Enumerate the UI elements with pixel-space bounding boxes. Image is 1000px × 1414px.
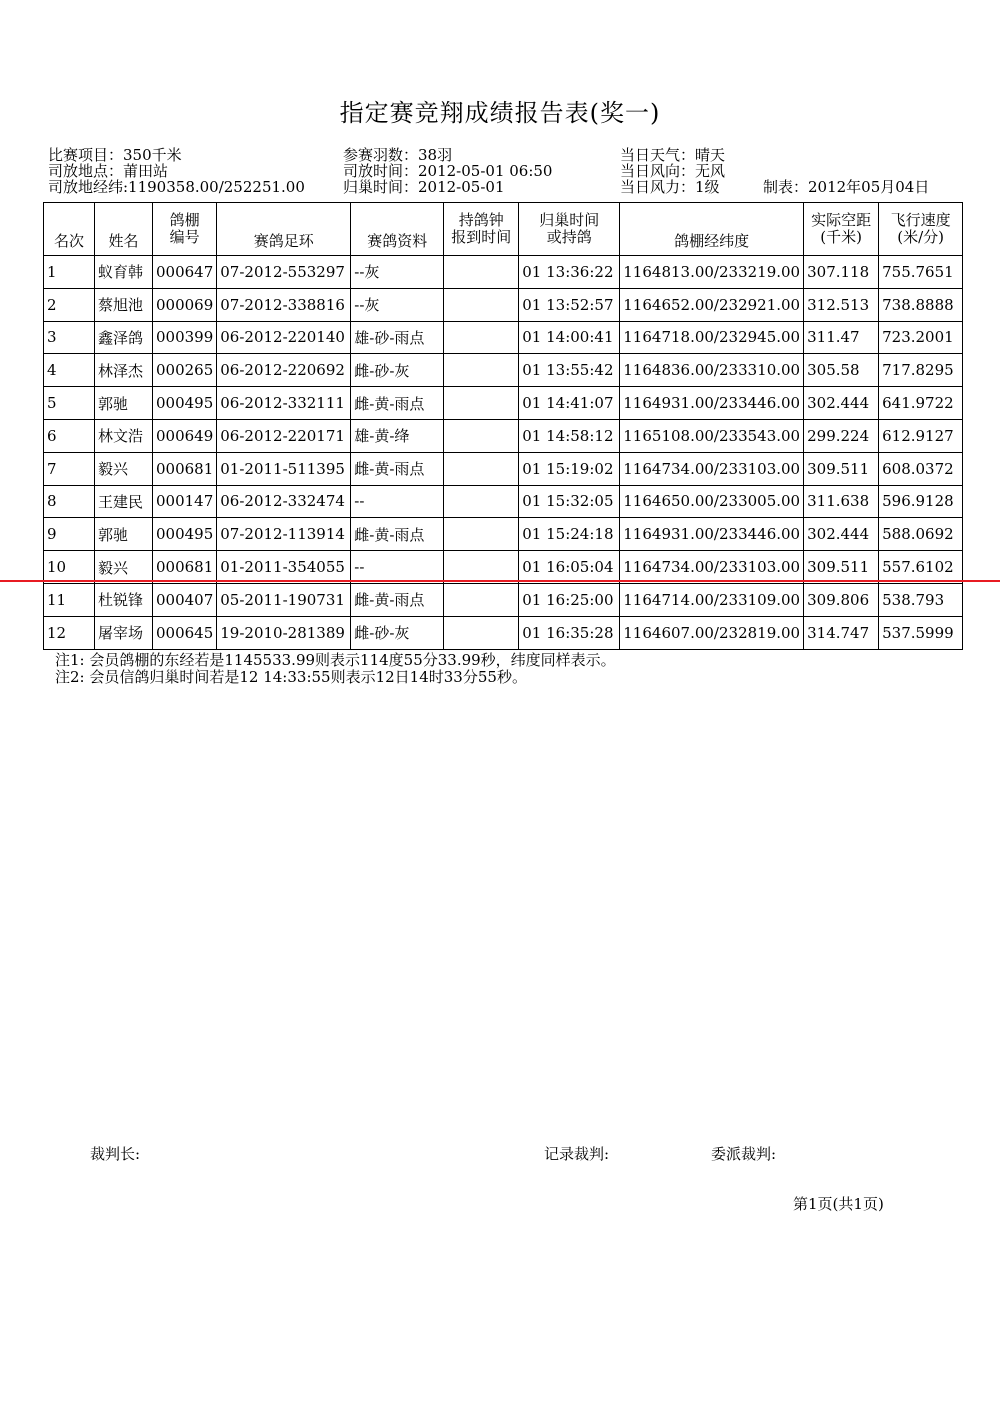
coordinates-cell: 1164813.00/233219.00 (620, 256, 804, 289)
ring-cell: 05-2011-190731 (217, 583, 351, 616)
info-cell: --灰 (351, 256, 444, 289)
speed-cell: 608.0372 (879, 452, 963, 485)
loft-no-cell: 000647 (153, 256, 217, 289)
arrival-cell: 01 13:55:42 (519, 354, 620, 387)
note-2: 注2: 会员信鸽归巢时间若是12 14:33:55则表示12日14时33分55秒。 (55, 668, 527, 686)
clock-cell (444, 551, 519, 584)
header-ring: 赛鸽足环 (217, 203, 351, 256)
name-cell: 郭驰 (95, 518, 153, 551)
name-cell: 王建民 (95, 485, 153, 518)
arrival-cell: 01 15:32:05 (519, 485, 620, 518)
distance-cell: 307.118 (804, 256, 879, 289)
chief-judge-label: 裁判长: (90, 1145, 141, 1163)
clock-cell (444, 452, 519, 485)
info-cell: 雌-砂-灰 (351, 354, 444, 387)
clock-cell (444, 583, 519, 616)
coordinates-cell: 1164714.00/233109.00 (620, 583, 804, 616)
arrival-cell: 01 14:41:07 (519, 387, 620, 420)
loft-no-cell: 000495 (153, 387, 217, 420)
distance-cell: 314.747 (804, 616, 879, 649)
release-time: 司放时间：2012-05-01 06:50 (343, 162, 553, 180)
info-cell: 雌-黄-雨点 (351, 452, 444, 485)
table-row (44, 452, 963, 485)
loft-no-cell: 000407 (153, 583, 217, 616)
header-clock-time: 持鸽钟 报到时间 (444, 203, 519, 256)
header-rank: 名次 (44, 203, 95, 256)
loft-no-cell: 000645 (153, 616, 217, 649)
info-cell: 雌-黄-雨点 (351, 518, 444, 551)
rank-cell: 1 (44, 256, 95, 289)
arrival-cell: 01 16:05:04 (519, 551, 620, 584)
rank-cell: 8 (44, 485, 95, 518)
info-cell: -- (351, 485, 444, 518)
coordinates-cell: 1164607.00/232819.00 (620, 616, 804, 649)
name-cell: 毅兴 (95, 452, 153, 485)
ring-cell: 19-2010-281389 (217, 616, 351, 649)
table-row (44, 485, 963, 518)
speed-cell: 538.793 (879, 583, 963, 616)
clock-cell (444, 485, 519, 518)
rank-cell: 3 (44, 321, 95, 354)
name-cell: 毅兴 (95, 551, 153, 584)
entries-count: 参赛羽数：38羽 (343, 146, 453, 164)
clock-cell (444, 354, 519, 387)
table-row (44, 387, 963, 420)
distance-cell: 311.47 (804, 321, 879, 354)
distance-cell: 302.444 (804, 518, 879, 551)
clock-cell (444, 321, 519, 354)
ring-cell: 01-2011-511395 (217, 452, 351, 485)
ring-cell: 06-2012-332474 (217, 485, 351, 518)
ring-cell: 07-2012-338816 (217, 288, 351, 321)
clock-cell (444, 256, 519, 289)
rank-cell: 7 (44, 452, 95, 485)
speed-cell: 641.9722 (879, 387, 963, 420)
loft-no-cell: 000069 (153, 288, 217, 321)
distance-cell: 309.806 (804, 583, 879, 616)
release-place: 司放地点：莆田站 (48, 162, 169, 180)
speed-cell: 588.0692 (879, 518, 963, 551)
info-cell: 雄-砂-雨点 (351, 321, 444, 354)
rank-cell: 10 (44, 551, 95, 584)
note-1: 注1: 会员鸽棚的东经若是1145533.99则表示114度55分33.99秒，纬度同样表示。 (55, 651, 616, 669)
speed-cell: 612.9127 (879, 419, 963, 452)
notes (55, 652, 616, 686)
coordinates-cell: 1164836.00/233310.00 (620, 354, 804, 387)
loft-no-cell: 000649 (153, 419, 217, 452)
arrival-cell: 01 14:58:12 (519, 419, 620, 452)
rank-cell: 6 (44, 419, 95, 452)
distance-cell: 311.638 (804, 485, 879, 518)
header-row (44, 203, 963, 256)
coordinates-cell: 1164931.00/233446.00 (620, 518, 804, 551)
header-info: 赛鸽资料 (351, 203, 444, 256)
ring-cell: 06-2012-332111 (217, 387, 351, 420)
record-judge-label: 记录裁判: (544, 1145, 610, 1163)
red-line-marker (0, 580, 1000, 582)
race-item: 比赛项目：350千米 (48, 146, 182, 164)
coordinates-cell: 1164734.00/233103.00 (620, 551, 804, 584)
speed-cell: 557.6102 (879, 551, 963, 584)
wind-direction: 当日风向：无风 (620, 162, 726, 180)
clock-cell (444, 419, 519, 452)
ring-cell: 07-2012-113914 (217, 518, 351, 551)
made-date: 制表：2012年05月04日 (763, 178, 930, 196)
info-cell: 雄-黄-绛 (351, 419, 444, 452)
info-cell: 雌-黄-雨点 (351, 387, 444, 420)
table-row (44, 256, 963, 289)
distance-cell: 312.513 (804, 288, 879, 321)
release-coordinates: 司放地经纬:1190358.00/252251.00 (48, 178, 305, 196)
ring-cell: 07-2012-553297 (217, 256, 351, 289)
loft-no-cell: 000265 (153, 354, 217, 387)
name-cell: 林文浩 (95, 419, 153, 452)
info-cell: 雌-砂-灰 (351, 616, 444, 649)
ring-cell: 01-2011-354055 (217, 551, 351, 584)
distance-cell: 309.511 (804, 551, 879, 584)
info-cell: 雌-黄-雨点 (351, 583, 444, 616)
arrival-cell: 01 14:00:41 (519, 321, 620, 354)
speed-cell: 537.5999 (879, 616, 963, 649)
clock-cell (444, 616, 519, 649)
rank-cell: 4 (44, 354, 95, 387)
arrival-cell: 01 13:52:57 (519, 288, 620, 321)
wind-force: 当日风力：1级 (620, 178, 720, 196)
return-time: 归巢时间：2012-05-01 (343, 178, 505, 196)
report-title: 指定赛竞翔成绩报告表(奖一) (339, 99, 661, 127)
table-row (44, 616, 963, 649)
clock-cell (444, 387, 519, 420)
header-distance: 实际空距 (千米) (804, 203, 879, 256)
page-info: 第1页(共1页) (793, 1195, 884, 1213)
header-coordinates: 鸽棚经纬度 (620, 203, 804, 256)
coordinates-cell: 1165108.00/233543.00 (620, 419, 804, 452)
info-cell: --灰 (351, 288, 444, 321)
loft-no-cell: 000147 (153, 485, 217, 518)
arrival-cell: 01 15:24:18 (519, 518, 620, 551)
arrival-cell: 01 13:36:22 (519, 256, 620, 289)
loft-no-cell: 000399 (153, 321, 217, 354)
distance-cell: 302.444 (804, 387, 879, 420)
ring-cell: 06-2012-220692 (217, 354, 351, 387)
speed-cell: 717.8295 (879, 354, 963, 387)
arrival-cell: 01 15:19:02 (519, 452, 620, 485)
coordinates-cell: 1164734.00/233103.00 (620, 452, 804, 485)
arrival-cell: 01 16:35:28 (519, 616, 620, 649)
speed-cell: 723.2001 (879, 321, 963, 354)
ring-cell: 06-2012-220171 (217, 419, 351, 452)
results-table (43, 202, 963, 650)
header-arrival: 归巢时间 或持鸽 (519, 203, 620, 256)
name-cell: 郭驰 (95, 387, 153, 420)
speed-cell: 755.7651 (879, 256, 963, 289)
info-cell: -- (351, 551, 444, 584)
header-speed: 飞行速度 (米/分) (879, 203, 963, 256)
header-name: 姓名 (95, 203, 153, 256)
table-row (44, 419, 963, 452)
distance-cell: 309.511 (804, 452, 879, 485)
clock-cell (444, 288, 519, 321)
table-row (44, 354, 963, 387)
table-row (44, 551, 963, 584)
name-cell: 杜锐锋 (95, 583, 153, 616)
coordinates-cell: 1164718.00/232945.00 (620, 321, 804, 354)
name-cell: 蚁育韩 (95, 256, 153, 289)
name-cell: 蔡旭池 (95, 288, 153, 321)
loft-no-cell: 000681 (153, 452, 217, 485)
rank-cell: 9 (44, 518, 95, 551)
table-row (44, 518, 963, 551)
assigned-judge-label: 委派裁判: (711, 1145, 777, 1163)
weather: 当日天气：晴天 (620, 146, 726, 164)
table-row (44, 288, 963, 321)
arrival-cell: 01 16:25:00 (519, 583, 620, 616)
name-cell: 林泽杰 (95, 354, 153, 387)
speed-cell: 596.9128 (879, 485, 963, 518)
ring-cell: 06-2012-220140 (217, 321, 351, 354)
loft-no-cell: 000495 (153, 518, 217, 551)
rank-cell: 2 (44, 288, 95, 321)
speed-cell: 738.8888 (879, 288, 963, 321)
clock-cell (444, 518, 519, 551)
name-cell: 鑫泽鸽 (95, 321, 153, 354)
name-cell: 屠宰场 (95, 616, 153, 649)
distance-cell: 299.224 (804, 419, 879, 452)
table-row (44, 321, 963, 354)
coordinates-cell: 1164650.00/233005.00 (620, 485, 804, 518)
table-row (44, 583, 963, 616)
distance-cell: 305.58 (804, 354, 879, 387)
rank-cell: 5 (44, 387, 95, 420)
coordinates-cell: 1164931.00/233446.00 (620, 387, 804, 420)
loft-no-cell: 000681 (153, 551, 217, 584)
rank-cell: 11 (44, 583, 95, 616)
coordinates-cell: 1164652.00/232921.00 (620, 288, 804, 321)
header-loft-no: 鸽棚 编号 (153, 203, 217, 256)
rank-cell: 12 (44, 616, 95, 649)
